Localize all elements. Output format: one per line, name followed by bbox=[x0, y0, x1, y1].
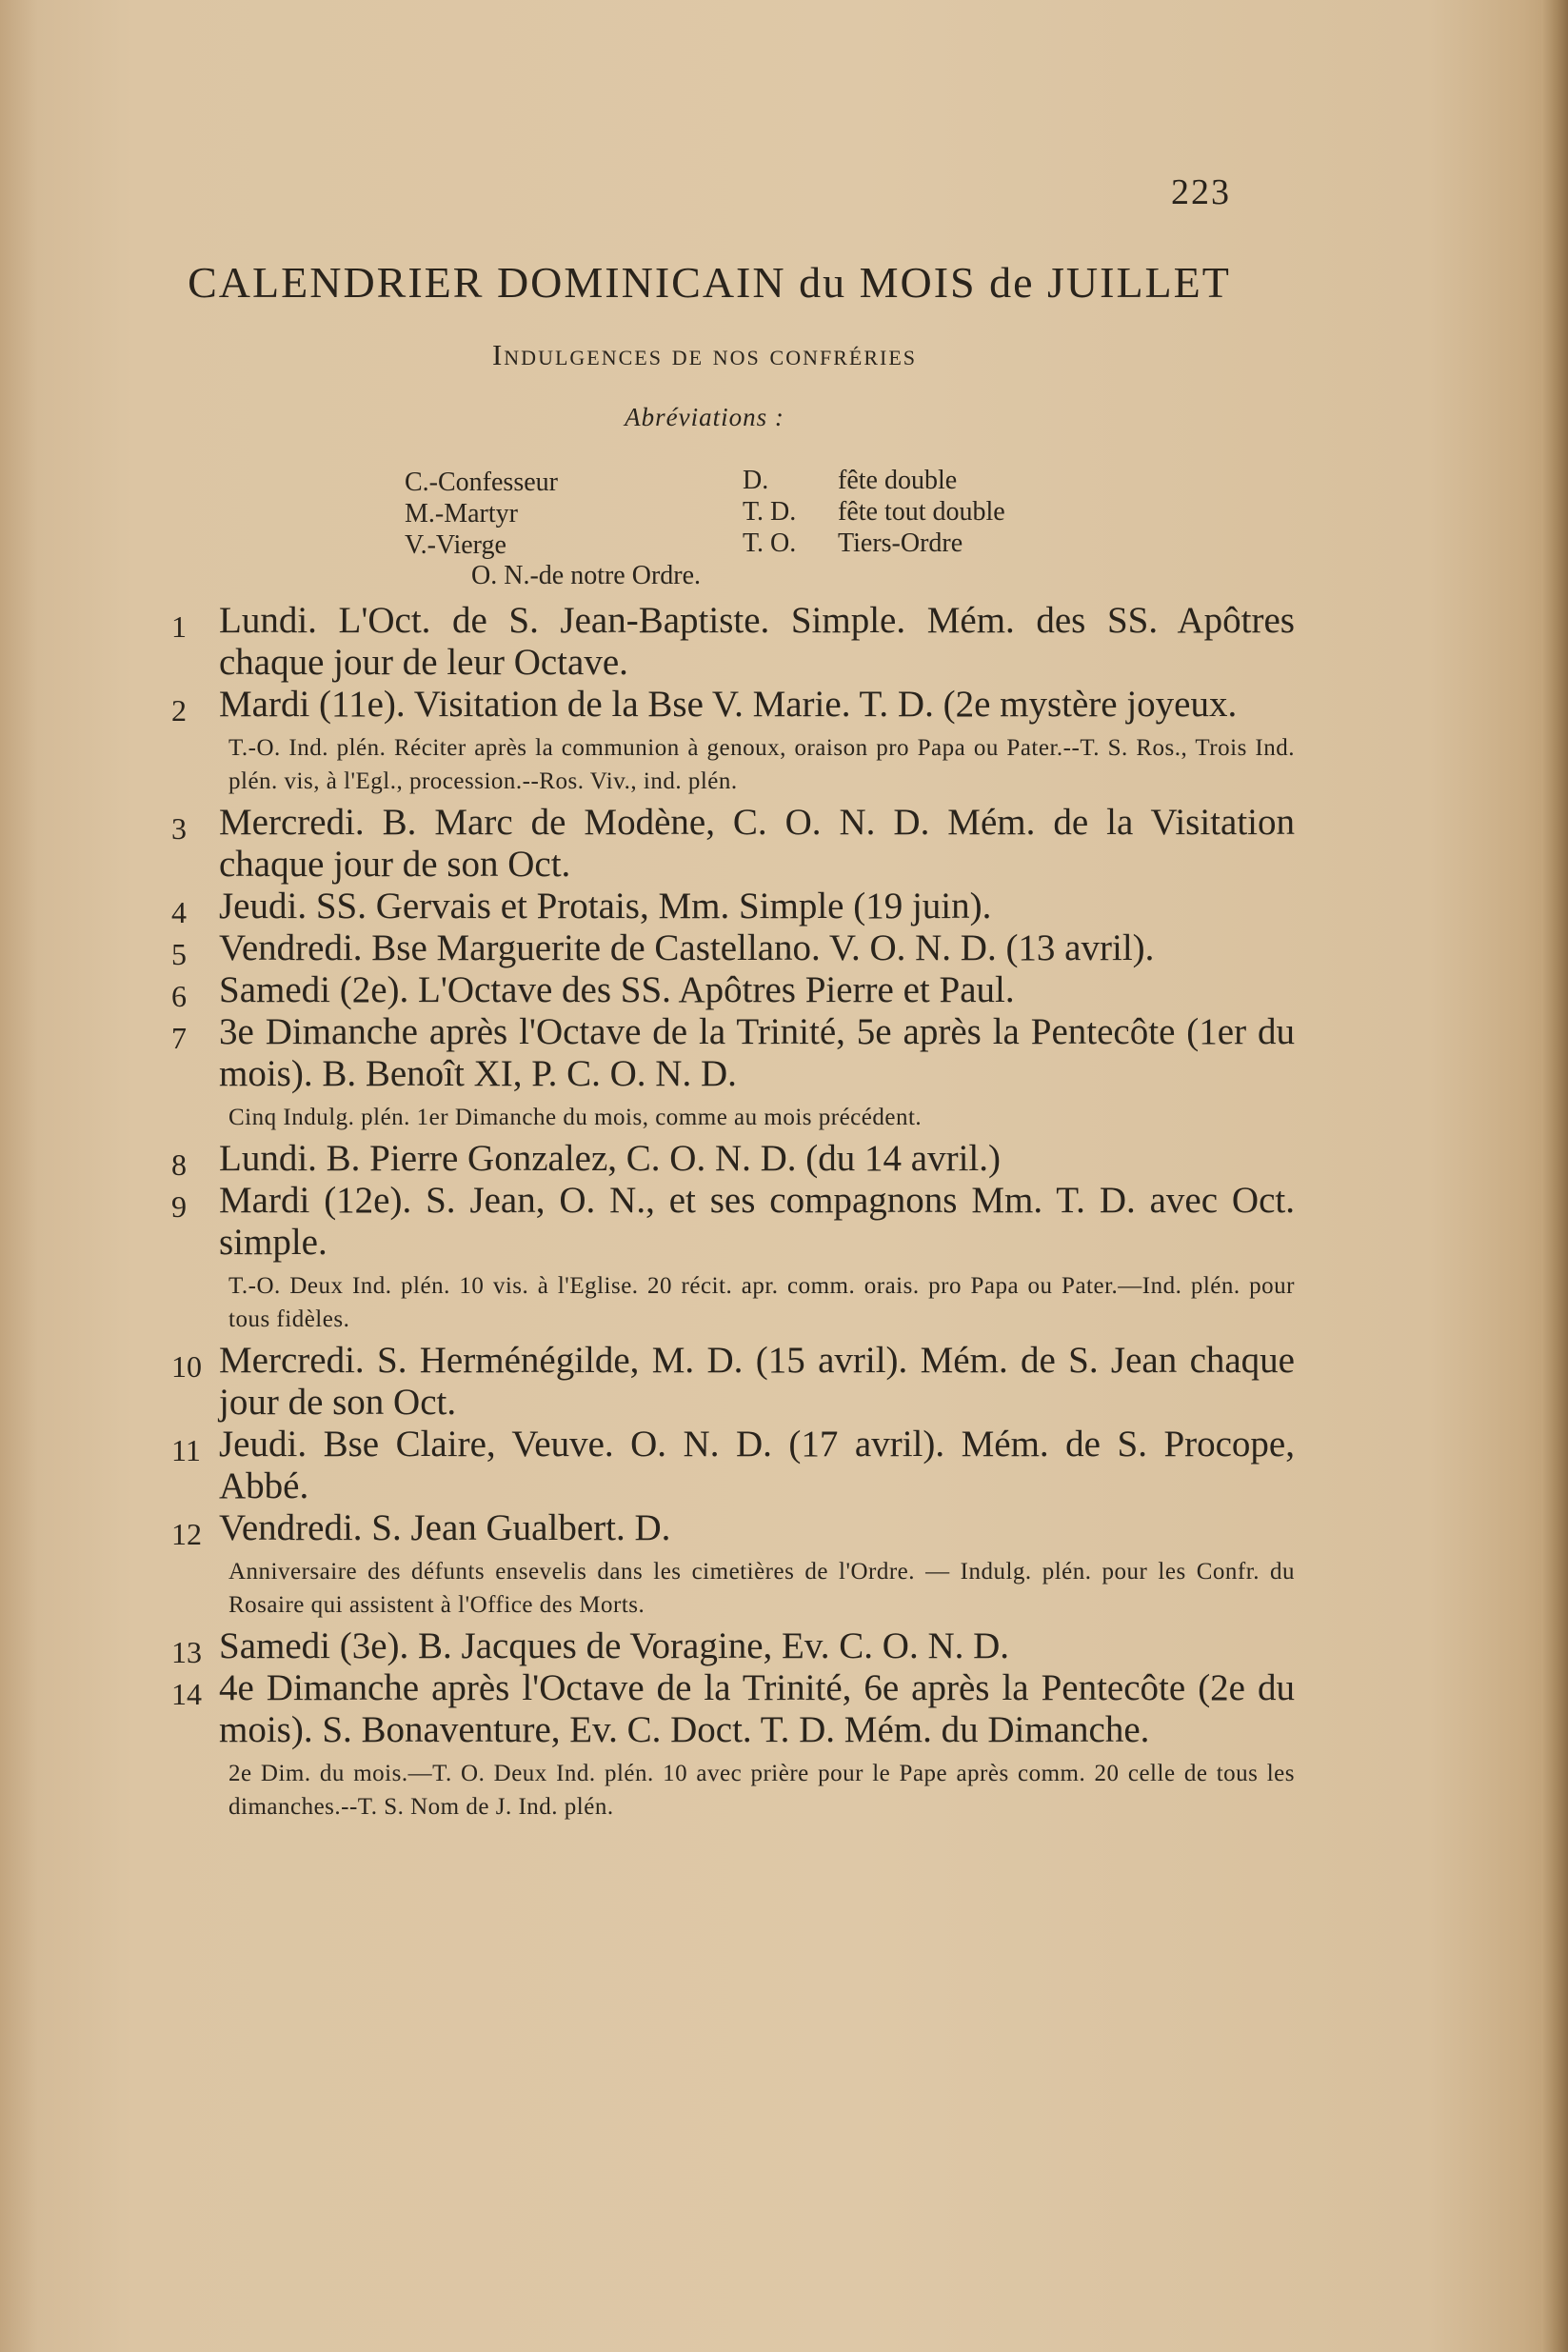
day-number: 13 bbox=[171, 1635, 202, 1669]
indulgence-note: T.-O. Deux Ind. plén. 10 vis. à l'Eglise. 20 récit. apr. comm. orais. pro Papa ou Pater.—Ind. plén. pour tous fidèles. bbox=[228, 1273, 1295, 1332]
day-number: 3 bbox=[171, 811, 187, 846]
calendar-entry bbox=[171, 1667, 1295, 1751]
abbreviations-left-column bbox=[405, 467, 558, 561]
entry-text: Mardi (11e). Visitation de la Bse V. Marie. T. D. (2e mystère joyeux. bbox=[219, 684, 1238, 725]
entry-text: Jeudi. Bse Claire, Veuve. O. N. D. (17 avril). Mém. de S. Procope, Abbé. bbox=[219, 1424, 1295, 1506]
calendar-entries bbox=[171, 600, 1295, 1827]
calendar-entry bbox=[171, 927, 1295, 969]
book-page bbox=[133, 162, 1304, 2209]
indulgence-note: T.-O. Ind. plén. Réciter après la communion à genoux, oraison pro Papa ou Pater.--T. S. Ros., Trois Ind. plén. vis, à l'Egl., procession.--Ros. Viv., ind. plén. bbox=[228, 735, 1295, 794]
entry-text: Samedi (2e). L'Octave des SS. Apôtres Pierre et Paul. bbox=[219, 969, 1015, 1010]
day-number: 10 bbox=[171, 1349, 202, 1384]
calendar-entry bbox=[171, 1424, 1295, 1507]
entry-text: Jeudi. SS. Gervais et Protais, Mm. Simple (19 juin). bbox=[219, 886, 992, 927]
day-number: 14 bbox=[171, 1677, 202, 1711]
calendar-entry bbox=[171, 1340, 1295, 1424]
indulgence-note: 2e Dim. du mois.—T. O. Deux Ind. plén. 10 avec prière pour le Pape après comm. 20 celle de tous les dimanches.--T. S. Nom de J. Ind. plén. bbox=[228, 1761, 1295, 1820]
abbreviation-item: T. O. Tiers-Ordre bbox=[743, 528, 963, 558]
entry-text: 4e Dimanche après l'Octave de la Trinité, 6e après la Pentecôte (2e du mois). S. Bonaventure, Ev. C. Doct. T. D. Mém. du Dimanche. bbox=[219, 1667, 1295, 1750]
calendar-entry bbox=[171, 1138, 1295, 1180]
abbreviation-item: C.-Confesseur bbox=[405, 468, 558, 497]
page-number: 223 bbox=[1171, 172, 1231, 212]
entry-text: Mercredi. B. Marc de Modène, C. O. N. D. Mém. de la Visitation chaque jour de son Oct. bbox=[219, 802, 1295, 885]
day-number: 1 bbox=[171, 609, 187, 644]
abbreviation-item: O. N.-de notre Ordre. bbox=[471, 561, 702, 590]
day-number: 6 bbox=[171, 979, 187, 1013]
calendar-entry bbox=[171, 969, 1295, 1011]
book-binding-edge bbox=[1541, 0, 1568, 2352]
abbreviation-item: V.-Vierge bbox=[405, 530, 506, 560]
entry-text: Lundi. B. Pierre Gonzalez, C. O. N. D. (du 14 avril.) bbox=[219, 1138, 1001, 1179]
calendar-entry bbox=[171, 886, 1295, 927]
indulgence-note: Cinq Indulg. plén. 1er Dimanche du mois, comme au mois précédent. bbox=[228, 1105, 923, 1130]
abbreviation-item: T. D. fête tout double bbox=[743, 497, 1005, 527]
calendar-entry bbox=[171, 1625, 1295, 1667]
page-subtitle: Indulgences de nos confréries bbox=[491, 338, 918, 371]
entry-text: Vendredi. Bse Marguerite de Castellano. V. O. N. D. (13 avril). bbox=[219, 927, 1155, 968]
calendar-entry bbox=[171, 600, 1295, 684]
day-number: 11 bbox=[171, 1433, 201, 1467]
calendar-entry bbox=[171, 802, 1295, 886]
day-number: 8 bbox=[171, 1147, 187, 1182]
calendar-entry bbox=[171, 1507, 1295, 1549]
calendar-entry bbox=[171, 684, 1295, 726]
entry-text: Mardi (12e). S. Jean, O. N., et ses compagnons Mm. T. D. avec Oct. simple. bbox=[219, 1180, 1295, 1263]
day-number: 7 bbox=[171, 1021, 187, 1055]
day-number: 4 bbox=[171, 895, 187, 929]
day-number: 5 bbox=[171, 937, 187, 971]
abbreviation-item: D. fête double bbox=[743, 466, 958, 495]
day-number: 9 bbox=[171, 1189, 187, 1224]
entry-text: 3e Dimanche après l'Octave de la Trinité, 5e après la Pentecôte (1er du mois). B. Benoît XI, P. C. O. N. D. bbox=[219, 1011, 1295, 1094]
page-title: CALENDRIER DOMINICAIN du MOIS de JUILLET bbox=[188, 258, 1231, 307]
entry-text: Samedi (3e). B. Jacques de Voragine, Ev. C. O. N. D. bbox=[219, 1625, 1010, 1666]
entry-text: Vendredi. S. Jean Gualbert. D. bbox=[219, 1507, 671, 1548]
day-number: 12 bbox=[171, 1517, 202, 1551]
abbreviation-item: M.-Martyr bbox=[405, 499, 518, 528]
day-number: 2 bbox=[171, 693, 187, 728]
abbreviations-right-column bbox=[743, 465, 1005, 559]
abbreviations-heading: Abréviations : bbox=[625, 403, 784, 431]
entry-text: Mercredi. S. Herménégilde, M. D. (15 avril). Mém. de S. Jean chaque jour de son Oct. bbox=[219, 1340, 1295, 1423]
calendar-entry bbox=[171, 1180, 1295, 1264]
entry-text: Lundi. L'Oct. de S. Jean-Baptiste. Simple. Mém. des SS. Apôtres chaque jour de leur Octave. bbox=[219, 600, 1295, 683]
calendar-entry bbox=[171, 1011, 1295, 1095]
indulgence-note: Anniversaire des défunts ensevelis dans les cimetières de l'Ordre. — Indulg. plén. pour les Confr. du Rosaire qui assistent à l'Office des Morts. bbox=[228, 1559, 1295, 1618]
